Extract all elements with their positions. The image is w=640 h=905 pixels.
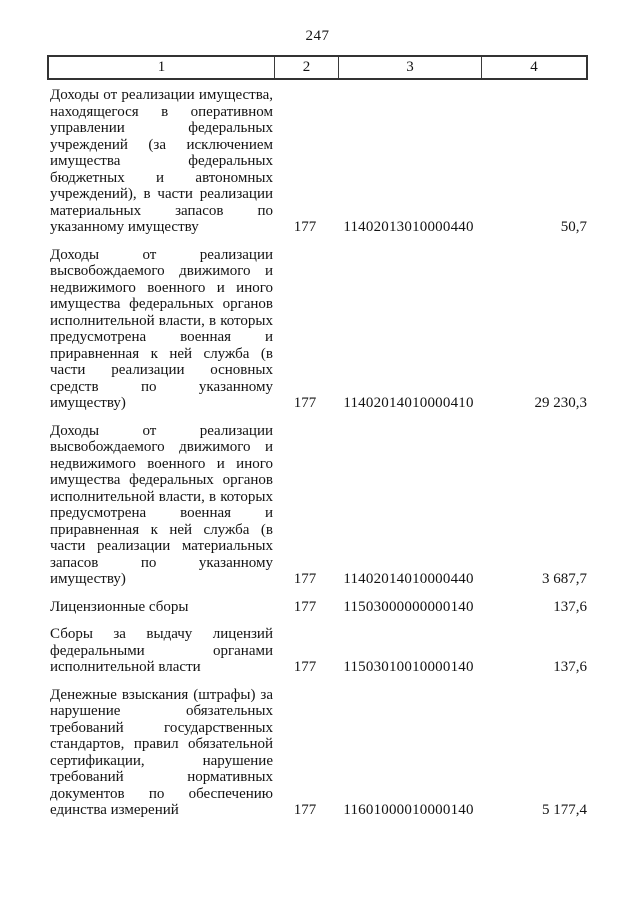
cell-amount: 29 230,3 [534,395,587,411]
cell-administrator-code: 177 [293,659,317,675]
cell-revenue-name: Доходы от реализации высвобождаемого движимого и недвижимого военного и иного имущества федеральных органов исполнительной власти, в которых предусмотрена военная и приравненная к ней служба (в части реализации основных средств по указанному имуществу) [50,246,273,411]
column-header-4: 4 [530,59,538,75]
table-row-2 [47,247,588,412]
cell-budget-classification-code: 11402013010000440 [343,219,474,235]
column-header-3: 3 [339,57,482,78]
table-row-4 [47,599,588,616]
cell-budget-classification-code: 11402014010000440 [343,571,474,587]
cell-revenue-name: Денежные взыскания (штрафы) за нарушение обязательных требований государственных стандартов, правил обязательной сертификации, нарушение требований нормативных документов по обеспечению единства измерений [50,686,273,818]
table-row-1 [47,87,588,236]
cell-budget-classification-code: 11503000000000140 [343,598,474,615]
cell-amount: 5 177,4 [542,802,587,818]
cell-administrator-code: 177 [293,802,317,818]
cell-administrator-code: 177 [293,598,317,615]
cell-budget-classification-code: 11402014010000410 [343,395,474,411]
cell-revenue-name: Лицензионные сборы [50,598,189,615]
table-body [47,87,588,819]
cell-revenue-name: Доходы от реализации высвобождаемого движимого и недвижимого военного и иного имущества федеральных органов исполнительной власти, в которых предусмотрена военная и приравненная к ней служба (в части реализации материальных запасов по указанному имуществу) [50,422,273,587]
cell-amount: 3 687,7 [542,571,587,587]
cell-administrator-code: 177 [293,571,317,587]
table-row-3 [47,423,588,588]
cell-budget-classification-code: 11601000010000140 [343,802,474,818]
cell-revenue-name: Доходы от реализации имущества, находящегося в оперативном управлении федеральных учреждений (за исключением имущества федеральных бюджетных и автономных учреждений), в части реализации материальных запасов по указанному имуществу [50,87,273,235]
page-number: 247 [305,28,330,44]
cell-administrator-code: 177 [293,219,317,235]
table-row-6 [47,687,588,819]
column-header-2: 2 [275,57,339,78]
cell-budget-classification-code: 11503010010000140 [343,659,474,675]
column-header-1: 1 [49,57,275,78]
budget-revenue-table [47,55,588,819]
table-row-5 [47,626,588,676]
cell-administrator-code: 177 [293,395,317,411]
cell-amount: 50,7 [560,219,587,235]
cell-amount: 137,6 [553,598,587,615]
cell-amount: 137,6 [553,659,587,675]
table-header-row [47,55,588,80]
cell-revenue-name: Сборы за выдачу лицензий федеральными органами исполнительной власти [50,626,273,675]
